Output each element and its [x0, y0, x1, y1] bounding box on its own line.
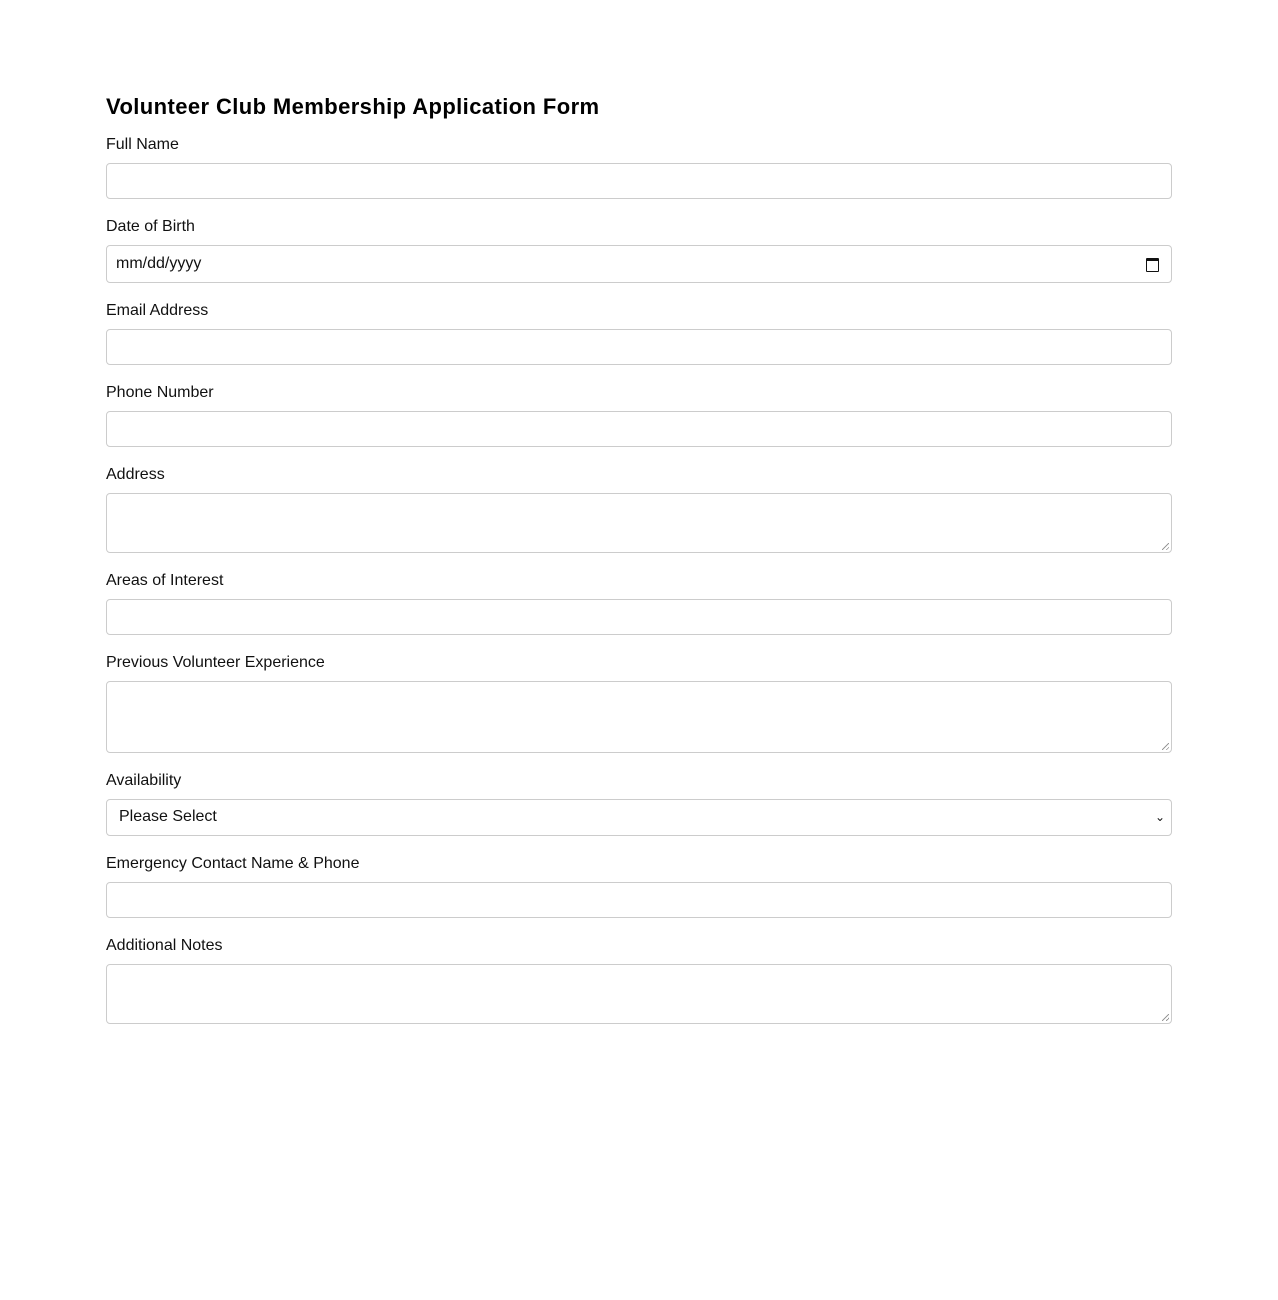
interests-label: Areas of Interest: [106, 572, 224, 589]
dob-input[interactable]: [106, 245, 1172, 283]
page-title: Volunteer Club Membership Application Form: [106, 94, 600, 119]
emergency-label: Emergency Contact Name & Phone: [106, 855, 360, 872]
membership-form: [106, 94, 1172, 1042]
address-label: Address: [106, 466, 165, 483]
full-name-input[interactable]: [106, 163, 1172, 199]
emergency-input[interactable]: [106, 882, 1172, 918]
resize-handle-icon[interactable]: [1162, 743, 1169, 750]
email-input[interactable]: [106, 329, 1172, 365]
dob-placeholder: mm/dd/yyyy: [116, 255, 202, 272]
experience-label: Previous Volunteer Experience: [106, 654, 325, 671]
resize-handle-icon[interactable]: [1162, 543, 1169, 550]
experience-textarea[interactable]: [106, 681, 1172, 753]
notes-textarea[interactable]: [106, 964, 1172, 1024]
interests-input[interactable]: [106, 599, 1172, 635]
full-name-label: Full Name: [106, 136, 179, 153]
availability-select[interactable]: [106, 799, 1172, 836]
chevron-down-icon: ⌄: [1154, 810, 1165, 824]
phone-label: Phone Number: [106, 384, 214, 401]
availability-label: Availability: [106, 772, 182, 789]
notes-label: Additional Notes: [106, 937, 223, 954]
availability-selected: Please Select: [119, 808, 217, 825]
dob-label: Date of Birth: [106, 218, 195, 235]
address-textarea[interactable]: [106, 493, 1172, 553]
email-label: Email Address: [106, 302, 209, 319]
resize-handle-icon[interactable]: [1162, 1014, 1169, 1021]
phone-input[interactable]: [106, 411, 1172, 447]
calendar-icon[interactable]: [1146, 258, 1159, 272]
